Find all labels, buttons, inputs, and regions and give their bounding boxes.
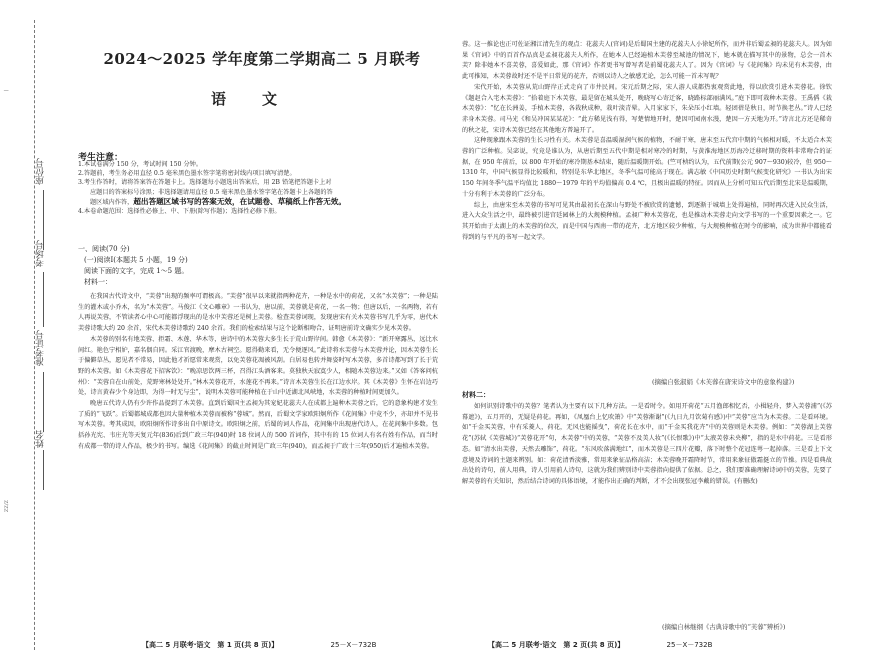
exam-room-field-line[interactable]: [43, 272, 44, 327]
seal-line: [34, 20, 35, 650]
exam-title: 2024～2025 学年度第二学期高二 5 月联考: [103, 50, 421, 68]
notice-item: 4.本卷命题范围：选择性必修上、中、下册(除写作题)；选择性必修下册。: [78, 208, 281, 216]
notice-item: 应题目的答案标号涂黑；非选择题请用直径 0.5 毫米黑色墨水签字笔在答题卡上各题的答: [90, 188, 333, 196]
paragraph: 宋代开始，木芙蓉从荒山野岸正式走向了市井民间。宋元后期之际，宋人游人成都热衷观赏此地，得以欣赏引进木芙蓉花。徐钦《题赵合入宅木芙蓉》：“拾着庭下木芙蓉，最是留在城头处开，晚晓写心寄迁客，晓路标部丽满风。”庭下即可栽种木芙蓉。王禹偁《栽木芙蓉》：“忆在长洲姜，手植木芙蓉，各栽秋成种，栽叶淡青晕。入月家家下，朱朵压小红墙。轻团蓓是秋日，时节换老丛。”诗人已经赤身木芙蓉。司马光《和吴冲国某某花》：“此方稀见浅有得，写楚情地开时，楚因可园南水漫，楚因一方天地为开。”诗言北方还是稀奇的秋之花，宋诗木芙蓉已经在其他地方普遍开了。: [462, 83, 832, 134]
source-citation-1: (摘编自张淑娟《木芙蓉在唐宋诗文中的意象构建》): [652, 378, 795, 386]
paragraph: 在我国古代诗文中，“芙蓉”出现的频率可谓极高。“芙蓉”很早以来就指两种花卉，一种是水中的荷花，又名“水芙蓉”；一种是陆生的灌木或小乔木，名为“木芙蓉”。马俊江《文心雕章》一书认为，唐以前，芙蓉就是荷花，一名一物；但唐以后，一名两物，若有人再说芙蓉，不管读者心中心可能都浮现出的是水中芙蓉还是树上芙蓉。检查芙蓉词现，发现唐宋有关木芙蓉书写几乎为零，唐代木芙蓉诗歌大约 20 余首，宋代木芙蓉诗歌约 240 余首。我们的检索结果与这个论断相吻合，证明唐前诗文确实少见木芙蓉。: [78, 293, 438, 333]
notice-item-text: 题区域内作答，: [90, 198, 134, 206]
subsection-title: (一)阅读Ⅰ(本题共 5 小题，19 分): [84, 256, 188, 264]
footer-page-label: 【高二 5 月联考·语文 第 2 页(共 8 页)】: [488, 641, 625, 649]
left-column: [72, 0, 442, 668]
footer-code: 25－X－732B: [666, 641, 713, 649]
notice-item: 3.考生作答时，请将答案答在答题卡上。选择题每小题选出答案后，用 2B 铅笔把答题卡上对: [78, 179, 332, 187]
seat-field-label: 座位号: [36, 158, 46, 185]
subject-title: 语文: [210, 90, 313, 108]
ticket-field-label: 准考证号: [36, 330, 46, 366]
instruction-text: 阅读下面的文字，完成 1～5 题。: [84, 267, 189, 275]
material1-continued: [462, 40, 832, 295]
footer-right: [488, 640, 712, 650]
right-column: [452, 0, 838, 668]
footer-page-label: 【高二 5 月联考·语文 第 1 页(共 8 页)】: [142, 641, 279, 649]
notice-item: 2.答题前，考生务必用直径 0.5 毫米黑色墨水签字笔将密封线内项目填写清楚。: [78, 170, 296, 178]
notice-title: 考生注意：: [78, 153, 124, 163]
notice-emphasis: 超出答题区域书写的答案无效，在试题卷、草稿纸上作答无效。: [133, 196, 346, 206]
material2-label: 材料二：: [462, 390, 490, 399]
footer-code: 25－X－732B: [330, 641, 377, 649]
name-field-label: 姓名: [36, 430, 46, 448]
ticket-field-line[interactable]: [43, 372, 44, 432]
source-citation-2: (摘编自林继纲《古典诗歌中的“芙蓉”辨析》): [662, 623, 786, 631]
name-field-line[interactable]: [43, 450, 44, 490]
material2-text: [462, 402, 832, 622]
paragraph: 蓉。这一推论也正可佐证湘江清先生的观点：花蕊夫人(官词)是后蜀国主建的花蕊夫人小徐妃所作，而并非后蜀孟昶的花蕊夫人。因为如果《官词》中的百首作品真是孟昶花蕊夫人所作，在她本人已经遍植木芙蓉至城池的情况下，她本就在描写其中的景物，总会一首木芙？除非她本不喜芙蓉，喜爱如此，那《官词》作者更书写曾写者是前蜀花蕊夫人了。因为《官词》与《花间集》均未见有木芙蓉，由此可推知，木芙蓉故时还不是平日常见的花卉，否则以诗人之敏感无论，怎么可能一首未写呢？: [462, 41, 832, 81]
notice-list: [78, 160, 438, 216]
exam-room-field-label: 考场号: [36, 240, 46, 267]
footer-left: [142, 640, 376, 650]
notice-item: [78, 197, 438, 207]
section-title: 一、阅读(70 分): [78, 245, 130, 253]
binding-mark: ∣: [4, 90, 10, 92]
paragraph: 综上，由唐宋至木芙蓉的书写可见其由最初长在深山与野处不被欣赏的遗憾，到逐渐于城墙上处得遍植，同时再次进入民众生活，进入大众生活之中，最终被引进宫廷园林上的大规模种植。孟昶广种木芙蓉花，也是推动木芙蓉走向文学书写的一个重要因素之一。它其开始由于太湖上的木芙蓉的位次，而是中国与西南一带的花卉，北方地区较少种植，与大规模种植在时令的影响，成为世界中都能看得到的与平凡的书写一起文学。: [462, 201, 832, 241]
notice-item: 1.本试卷满分 150 分，考试时间 150 分钟。: [78, 161, 203, 168]
paragraph: 木芙蓉的别名有地芙蓉、拒霜、木莲、华木等，唐诗中的木芙蓉大多生长于荒山野岸间。韩愈《木芙蓉》：“新开寒露丛，远比水间红。艳色宁相妒，嘉名偶自同。采江官渡晚，摩木古祠空。愿得勤来看，无令便逐风。”此诗将水芙蓉与木芙蓉并论，因木芙蓉生长于偏僻草丛，愿见者不常易，因此他才祈愿常来观赏，以免芙蓉花凋被风刮。白居易也转并舞姿时写木芙蓉，多首诗都写到了长于荒野的木芙蓉。如《木芙蓉花下招客饮》：“晚凉思饮两三杯，召得江头酒客来。莫独秋天寂寞少人，相随木芙蓉边来。”又如《答客问杭州》：“芙蓉自在山前处，荒野寒林处处开。”林木芙蓉花开，水莲花不再来。”诗言木芙蓉生长在江边水岸。其《木芙蓉》生怀在岩边巧处，诗言黄春少个身边即，为得一时无与尘”，说明木芙蓉可能种植在于山中近湖北风峡地，水芙蓉的种植时间更加久。: [78, 335, 438, 397]
paragraph: 晚唐五代诗人仍有少许作品提到了木芙蓉。直到后蜀国主孟昶为其宠妃花蕊夫人在成都上遍种木芙蓉之后，它的意象构建才发生了质的“飞跃”。后蜀都城成都也因大量种植木芙蓉而被称“蓉城”。然而，后蜀文学家欧阳炯所作《花间集》中竟不少，亦却并不见书写木芙蓉。考其成因，欧阳炯所作诗多出自中原诗文。欧阳炯之前，后蜀的词人作品，花间集中出现唐代诗人，在花间集中多数。包括孙光宪、韦庄光等天复元年(836)后到广政三年(940)时 18 位词人的 500 首词作，其中有的 15 位词人有名有姓有作品，而当时有成都一带的诗人作品，极少的书写。编选《花间集》的截止时间是广政三年(940)，而孟昶于广政十三年(950)后才遍植木芙蓉。: [78, 400, 438, 450]
paragraph: 如何识别诗歌中的芙蓉？笔者认为主要有以下几种方法。一是看时令。如用开荷花“五月渔郎相忆否，小楫轻舟，梦入芙蓉浦”(《苏幕遮》)，五月开的，无疑是荷花。再如，《凤凰台上忆吹箫》中“芙蓉渐谢”(《九日九月饮菊有感》)中“芙蓉”应当为木芙蓉。二是看环境。如“千金买芙蓉，中有采菱人，荷花，无风也能摇曳”，荷花长在水中，而“千金买我花卉”中的芙蓉则是木芙蓉。例如：“芙蓉湖上芙蓉花”(苏轼《芙蓉城》)“芙蓉花开”句，木芙蓉”中的芙蓉，“芙蓉不及美人妆”(《长恨歌》)中“太液芙蓉未央柳”，指的是水中荷花。三是看形态。如“清水出芙蓉，天然去雕饰”，荷花。“东风吹落满地红”，而木芙蓉是三四片花瓣，落下时整个花冠连萼一起掉落。三是看上下文意境及诗词的主题来辨别。如：荷花清香淡雅，常用来象征品格高洁；木芙蓉晚开霜降时节，常用来象征傲霜挺立的节操。四是看典故出处的诗句，前人用典，诗人引用前人诗句，这就为我们辨别诗中芙蓉指向提供了依据。总之，我们要准确理解诗词中的芙蓉，先要了解芙蓉的有关知识，然后结合诗词的具体语境，才能作出正确的判断，才不会出现张冠李戴的错误。(有删改): [462, 403, 832, 485]
material1-text: [78, 292, 438, 632]
material1-label: 材料一：: [84, 278, 112, 286]
binding-margin-note: ZZ/Z: [4, 500, 10, 513]
binding-strip: [0, 0, 62, 668]
paragraph: 这种现象跟木芙蓉的生长习性有关。木芙蓉是喜温暖湿润气候的植物，不耐干寒，唐末至五代宫中期的气候相对暖，不太适合木芙蓉的广泛种植。吴宓说，究竟是谁认为，从唐后期至五代中期是相对寒冷的时期，与黄淮海地区历海冷迁移时期的资料非常吻合的证据，在 950 年前后，以 800 年开始的寒冷期基本结束，随后温暖期开始。(竺可桢约认为，五代前期(公元 907～930)较冷，但 950～1310 年，中国气候显得比较暖和，特别是东华北地区，冬季气温可能高于现在。满志敏《中国历史时期气候变化研究》一书认为出宋 150 年间冬季气温平均值比 1880～1979 年的平均值偏高 0.4 ℃，且极出温暖的特征。因而从上分析可知五代后期至北宋是温暖期，十分有利于木芙蓉的广泛分布。: [462, 137, 832, 198]
